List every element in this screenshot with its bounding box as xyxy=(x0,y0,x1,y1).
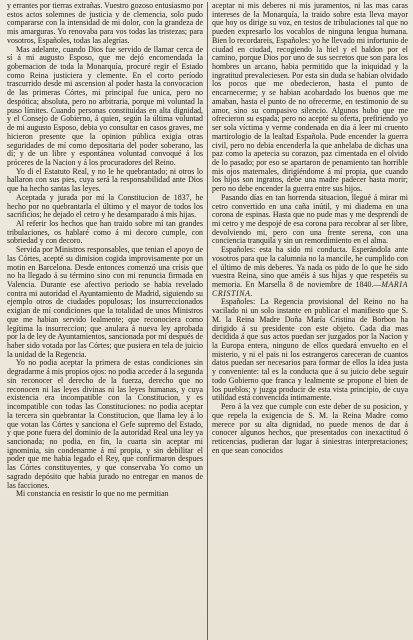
paragraph: Pero á la vez que cumple con este deber de su posicion, y que repela la exigencia de S. M. la Reina Madre como merece por su alta dignidad, no puede menos de dar á conocer algunos hechos, que presentados con inexactitud ó reticencias, pudieran dar lugar á siniestras interpretaciones; en que sean conocidos xyxy=(212,402,408,455)
paragraph: Al referir los hechos que han traido sobre mí tan grandes tribulaciones, os hablaré como á mi decoro cumple, con sobriedad y con decoro. xyxy=(7,218,203,246)
column-rule xyxy=(207,2,208,640)
paragraph-with-signature xyxy=(212,246,408,298)
right-column xyxy=(212,2,408,640)
signature: MARIA CRISTINA. xyxy=(212,280,408,298)
paragraph: aceptar ni mis deberes ni mis juramentos, ni las mas caras intereses de la Monarquía, la traido sobre esta lleva mayor que hoy os dirige su voz, en testos de tribulaciones tal que no pueden expresarlo los vocablos de ninguna lengua humana. Bien lo recordareis, Españoles: yo he llevado mi infortunio de ciudad en ciudad, recogiendo la hiel y el baldon por el camino, porque Dios por uno de sus secretos que son para los hombres un arcano, habia permitido que la iniquidad y la ingratitud prevaleciesen. Por esta sin duda se habian olvidado los pocos que me obedecieron, hasta el punto de encarnecerme; y se habian acobardado los buenos que me amaban, hasta el punto de no ofrecerme, en testimonio de su amor, sino su compasivo silencio. Algunos hubo que me ofrecieron su espada; pero no acepté su oferta, prefiriendo yo ser sola víctima y verme condenada en dia á leer mi cruento martirologio de la lealtad Española. Pude encender la guerra civil, pero no debia encenderla la que anhelaba de dichas una paz como la apetecia su corazon, paz cimentada en el olvido de lo pasado; por eso se apartaron de penamiento tan horrible mis ojos maternales, dirigiéndome á mí propia, que cuando los hijos son ingratos, debe una madre padecer hasta morir; pero no debe encender la guerra entre sus hijos. xyxy=(212,2,408,194)
paragraph: Mi constancia en resistir lo que no me permitian xyxy=(16,489,169,499)
paragraph: Aceptada y jurada por mí la Constitucion de 1837, he hecho por no quebrantarla el último y el mayor de todos los sacrificios; he dejado el cetro y he desamparado á mis hijas. xyxy=(7,192,203,220)
paragraph: Servida por Ministros responsables, que tenian el apoyo de las Córtes, acepté su dimision cogida improvisamente por un motin en Barcelona. Desde entonces comenzó una crisis que no ha llegado á su término sino con mi renuncia firmada en Valencia. Durante ese afectivo periodo se habia revelado contra mi autoridad el Ayuntamiento de Madrid, siguiendo su ejemplo otros de ciudades populosas; los insurreccionados exigian de mí condiciones que la totalidad de unos Ministros que me habian servido lealmente; que reconociera como legítima la insurreccion; que anulara á nueva ley aprobada por la de ley de Ayuntamientos, sancionada por mí después de haber sido votada por las Córtes; que pusiera en tela de juicio la unidad de la Regencia. xyxy=(7,245,203,359)
paragraph: Yo di el Estatuto Real, y no le he quebrantado; ni otros lo hallaron con sus pies, cuya será la responsabilidad ante Dios que ha hecho santas las leyes. xyxy=(7,166,203,194)
paragraph: y errantes por tierras extrañas. Vuestro gozoso entusiasmo por estos actos solemnes de justicia y de clemencia, solo pudo compararse con la intensidad de mi dolor, con la grandeza de mis amarguras. Yo renovaba para vos todas las tristezas; para vosotros, Españoles, todas las alegrías. xyxy=(7,2,203,45)
paragraph-text: Españoles: esta ha sido mi conducta. Esperándola ante vosotros para que la calumnia no la mancile, he cumplido con el último de mis deberes. Ya nada os pido de lo que he sido vuestra Reina, sino que améis á sus hijas y que respetéis su memoria. En Marsella 8 de noviembre de 1840.— xyxy=(212,245,408,289)
columns xyxy=(7,2,408,640)
left-column xyxy=(7,2,203,640)
paragraph: Pasando días en tan horrenda situacion, llegué á mirar mi cetro convertido en una caña inútil, y mi diadema en una corona de espinas. Hasta que no pude mas y me desprendí de mi cetro y me despojé de esa corona para recobrar al ser libre, devolviendo mi, pero con una frente serena, con una conciencia tranquila y sin un remordimiento en el alma. xyxy=(212,192,408,246)
paragraph: Españoles: La Regencia provisional del Reino no ha vacilado ni un solo instante en publicar el manifiesto que S. M. la Reina Madre Doña María Cristina de Borbon ha dirigido á su presidente con este objeto. Cada dia mas decidida á que sus actos puedan ser juzgados por la Nacion y la Europa entera, ninguno de ellos quedará envuelto en el misterio, y ni el pais ni los estrangeros careceran de cuantos datos puedan ser necesarios para formar de ellos la idea justa y conveniente: tal es la conducta que á su juicio debe seguir todo Gobierno que franca y lealmente se propone el bien de los pueblos; y juzga producir de esta vista principio, de cuya utilidad está convencida íntimamente. xyxy=(212,297,408,403)
paragraph: Yo no podia aceptar la primera de estas condiciones sin degradarme á mis propios ojos: no podia acceder á la segunda sin reconocer el derecho de la fuerza, derecho que no reconocen ni las leyes divinas ni las leyes humanas, y cuya existencia era incompatible con la Constitucion, y es incompatible con todas las Constituciones: no podia aceptar la tercera sin quebrantar la Constitucion, que llama ley á lo que votan las Córtes y sanciona el Gefe supremo del Estado, y que pone fuera del dominio de la autoridad Real una ley ya sancionada; no podia, en fin, la cuarta sin aceptar mi ignominia, sin condenarme á mí propia, y sin debilitar el poder que me habia legado el Rey, que confirmaron despues las Córtes constituyentes, y que conservaba Yo como un sagrado depósito que habia jurado no entregar en manos de las facciones. xyxy=(7,358,203,490)
paragraph: Mas adelante, cuando Dios fue servido de llamar cerca de sí á mi augusto Esposo, que me dejó encomendada la gobernacion de toda la Monarquía, procuré regir el Estado como Reina justiciera y clemente. En el corto período trascurrido desde mi ascension al poder hasta la convocacion de las primeras Córtes, mi principal fue unica, pero no despótica; absoluta, pero no arbitraria, porque mi voluntad la puso límites. Cuando personas constituidas en alta dignidad, y el Consejo de Gobierno, á quien, según la última voluntad de mi augusto Esposo, debia yo consultar en casos graves, me hicieron presente que la opinion pública exigia otras seguridades de mí como depositaria del poder soberano, las dí; y de un libre y espontánea voluntad convoqué á los próceres de la Nacion y á los procuradores del Reino. xyxy=(7,44,203,167)
